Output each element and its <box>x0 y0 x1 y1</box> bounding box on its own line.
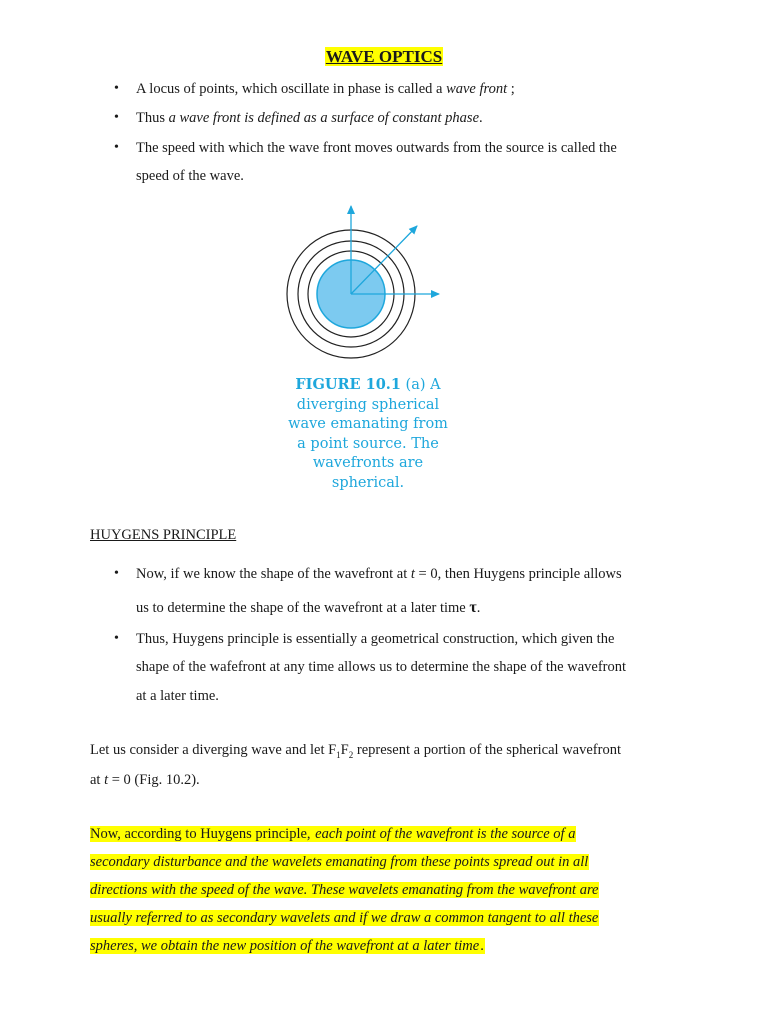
figure-label: FIGURE 10.1 <box>295 376 401 393</box>
definition-text: a wave front is defined as a surface of constant phase <box>168 110 480 126</box>
label-f: F <box>340 742 349 758</box>
bullet-text-end: = 0, then Huygens principle allows <box>414 566 622 582</box>
section-heading: HUYGENS PRINCIPLE <box>90 527 237 543</box>
huygens-bullet-2-line2: shape of the wafefront at any time allows us to determine the shape of the wavefront <box>136 659 627 675</box>
paragraph-1-line2 <box>90 770 200 790</box>
highlight-text-italic: secondary disturbance and the wavelets emanating from these points spread out in all <box>90 854 589 870</box>
paragraph-text-end: = 0 (Fig. 10.2). <box>108 772 200 788</box>
highlighted-paragraph-line4 <box>90 908 599 928</box>
paragraph-1-line1 <box>90 740 621 765</box>
subscript-2: 2 <box>348 749 354 760</box>
bullet-text: Now, if we know the shape of the wavefront at <box>136 566 411 582</box>
caption-line-6: spherical. <box>331 474 405 491</box>
highlight-text-italic: directions with the speed of the wave. These wavelets emanating from the wavefront are <box>90 882 599 898</box>
bullet-marker: • <box>114 140 119 155</box>
page-title-text: WAVE OPTICS <box>325 47 443 66</box>
huygens-bullet-1-line1 <box>136 564 622 584</box>
highlight-text: Now, according to Huygens principle, <box>90 826 315 842</box>
huygens-bullet-2-line1: Thus, Huygens principle is essentially a geometrical construction, which given the <box>136 631 615 647</box>
bullet-text-end: . <box>479 110 483 126</box>
figure-caption <box>268 375 468 494</box>
highlighted-paragraph-line5 <box>90 936 485 956</box>
highlight-text: . <box>480 938 484 954</box>
subscript-1: 1 <box>336 749 341 760</box>
caption-line-3: wave emanating from <box>288 416 448 433</box>
figure-spherical-wave <box>280 196 450 376</box>
bullet-speed-line1: The speed with which the wave front moves outwards from the source is called the <box>136 140 617 156</box>
symbol-tau: τ <box>469 599 477 616</box>
caption-line-5: wavefronts are <box>312 455 424 472</box>
bullet-marker: • <box>114 110 119 125</box>
huygens-bullet-2-line3: at a later time. <box>136 688 219 704</box>
paragraph-text-end: represent a portion of the spherical wavefront <box>353 742 621 758</box>
highlighted-paragraph-line2 <box>90 852 589 872</box>
caption-line-4: a point source. The <box>297 435 439 452</box>
bullet-marker: • <box>114 81 119 96</box>
highlight-text-italic: spheres, we obtain the new position of the wavefront at a later time <box>90 938 480 954</box>
caption-line-2: diverging spherical <box>296 396 440 413</box>
page-title <box>0 46 768 68</box>
caption-text: (a) A <box>400 377 441 393</box>
bullet-marker: • <box>114 566 119 581</box>
bullet-marker: • <box>114 631 119 646</box>
bullet-text: us to determine the shape of the wavefront at a later time <box>136 600 470 616</box>
symbol-t: t <box>410 566 415 582</box>
bullet-text: Thus <box>136 110 169 126</box>
paragraph-text: Let us consider a diverging wave and let F <box>90 742 337 758</box>
highlight-text-italic: each point of the wavefront is the source of a <box>315 826 576 842</box>
bullet-text: A locus of points, which oscillate in phase is called a <box>136 81 447 97</box>
bullet-speed-line2: speed of the wave. <box>136 168 244 184</box>
huygens-bullet-1-line2 <box>136 598 480 618</box>
bullet-wave-front <box>136 79 515 99</box>
symbol-t: t <box>104 772 109 788</box>
paragraph-text: at <box>90 772 105 788</box>
highlighted-paragraph-line1 <box>90 824 576 844</box>
bullet-text-end: ; <box>507 81 515 97</box>
highlighted-paragraph-line3 <box>90 880 599 900</box>
caption-line-1 <box>268 375 468 396</box>
bullet-definition <box>136 108 483 128</box>
bullet-text-end: . <box>476 600 481 616</box>
term-wave-front: wave front <box>446 81 508 97</box>
highlight-text-italic: usually referred to as secondary wavelets and if we draw a common tangent to all these <box>90 910 599 926</box>
